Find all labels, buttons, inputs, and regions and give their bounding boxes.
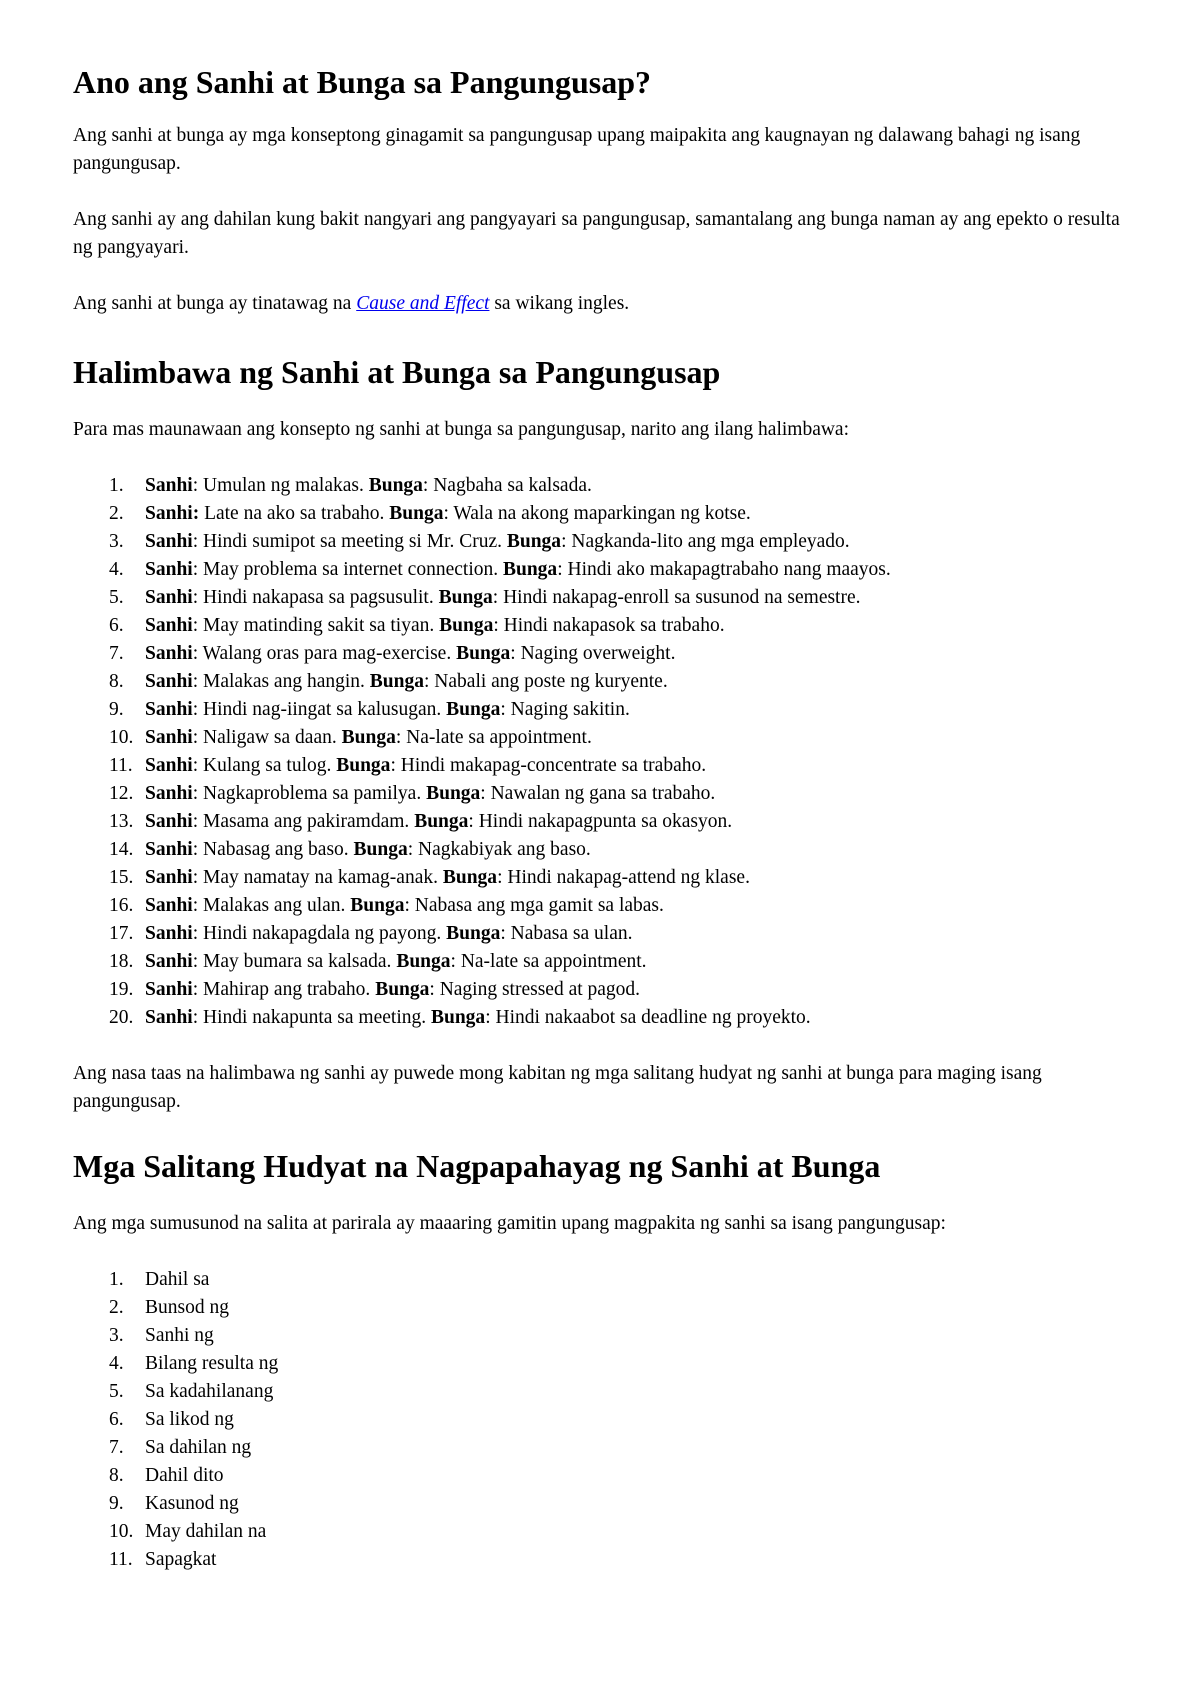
hudyat-word: May dahilan na — [145, 1521, 267, 1542]
example-list-item — [73, 836, 1133, 864]
example-list-item — [73, 920, 1133, 948]
examples-list — [73, 472, 1133, 1032]
sanhi-separator: : — [192, 811, 203, 832]
hudyat-list-item — [73, 1294, 1133, 1322]
list-number: 3. — [109, 531, 124, 552]
hudyat-list-item — [73, 1546, 1133, 1574]
bunga-separator: : — [429, 979, 440, 1000]
bunga-text: Wala na akong maparkingan ng kotse. — [453, 503, 751, 524]
hudyat-word: Sa dahilan ng — [145, 1437, 252, 1458]
list-number: 4. — [109, 559, 124, 580]
bunga-text: Hindi nakapag-enroll sa susunod na semestre. — [503, 587, 861, 608]
list-number: 11. — [109, 1549, 133, 1570]
sanhi-label: Sanhi — [145, 671, 193, 692]
bunga-text: Hindi nakaabot sa deadline ng proyekto. — [495, 1007, 811, 1028]
sanhi-separator: : — [192, 839, 203, 860]
sanhi-separator: : — [192, 559, 203, 580]
sanhi-text: Masama ang pakiramdam. — [203, 811, 415, 832]
example-list-item — [73, 696, 1133, 724]
bunga-label: Bunga — [414, 811, 469, 832]
example-list-item — [73, 724, 1133, 752]
bunga-separator: : — [510, 643, 521, 664]
bunga-separator: : — [407, 839, 419, 860]
section-heading-salitang-hudyat: Mga Salitang Hudyat na Nagpapahayag ng Sanhi at Bunga — [73, 1148, 881, 1184]
sanhi-label: Sanhi — [145, 643, 193, 664]
bunga-label: Bunga — [502, 559, 558, 580]
sanhi-label: Sanhi: — [145, 503, 200, 524]
bunga-text: Nabasa sa ulan. — [510, 923, 633, 944]
bunga-text: Nagkanda-lito ang mga empleyado. — [571, 531, 850, 552]
example-list-item — [73, 640, 1133, 668]
bunga-text: Naging sakitin. — [510, 699, 630, 720]
list-number: 14. — [109, 839, 134, 860]
sanhi-separator: : — [192, 951, 203, 972]
sanhi-label: Sanhi — [145, 1007, 193, 1028]
list-number: 2. — [109, 1297, 124, 1318]
sanhi-text: Nagkaproblema sa pamilya. — [203, 783, 427, 804]
bunga-label: Bunga — [369, 671, 424, 692]
cause-effect-suffix: sa wikang ingles. — [489, 293, 630, 314]
sanhi-separator: : — [192, 615, 203, 636]
example-list-item — [73, 864, 1133, 892]
paragraph-sanhi-bunga-meaning: Ang sanhi ay ang dahilan kung bakit nangyari ang pangyayari sa pangungusap, samantalang ang bunga naman ay ang epekto o resulta ng pangyayari. — [73, 209, 1120, 258]
sanhi-text: Hindi nakapasa sa pagsusulit. — [203, 587, 439, 608]
hudyat-list-item — [73, 1406, 1133, 1434]
sanhi-text: May matinding sakit sa tiyan. — [203, 615, 440, 636]
bunga-label: Bunga — [456, 643, 511, 664]
list-number: 5. — [109, 587, 124, 608]
bunga-separator: : — [395, 727, 407, 748]
sanhi-text: Walang oras para mag-exercise. — [202, 643, 457, 664]
hudyat-list-item — [73, 1518, 1133, 1546]
bunga-label: Bunga — [446, 699, 501, 720]
sanhi-text: Mahirap ang trabaho. — [203, 979, 376, 1000]
sanhi-text: Hindi nakapunta sa meeting. — [203, 1007, 431, 1028]
hudyat-word: Sa likod ng — [145, 1409, 234, 1430]
bunga-text: Nawalan ng gana sa trabaho. — [490, 783, 716, 804]
list-number: 5. — [109, 1381, 124, 1402]
section-heading-ano-ang-sanhi: Ano ang Sanhi at Bunga sa Pangungusap? — [73, 64, 652, 100]
example-list-item — [73, 472, 1133, 500]
bunga-separator: : — [561, 531, 572, 552]
list-number: 12. — [109, 783, 134, 804]
list-number: 16. — [109, 895, 134, 916]
list-number: 9. — [109, 1493, 124, 1514]
sanhi-separator: : — [192, 587, 203, 608]
sanhi-text: Malakas ang hangin. — [203, 671, 370, 692]
example-list-item — [73, 668, 1133, 696]
sanhi-separator: : — [192, 531, 203, 552]
sanhi-separator: : — [192, 923, 203, 944]
paragraph-hudyat-intro: Ang mga sumusunod na salita at parirala ay maaaring gamitin upang magpakita ng sanhi sa isang pangungusap: — [73, 1213, 946, 1234]
example-list-item — [73, 584, 1133, 612]
hudyat-list-item — [73, 1322, 1133, 1350]
bunga-separator: : — [404, 895, 415, 916]
sanhi-text: May problema sa internet connection. — [203, 559, 503, 580]
example-list-item — [73, 892, 1133, 920]
sanhi-text: Hindi nakapagdala ng payong. — [203, 923, 447, 944]
bunga-label: Bunga — [430, 1007, 486, 1028]
list-number: 7. — [109, 1437, 124, 1458]
list-number: 7. — [109, 643, 124, 664]
example-list-item — [73, 528, 1133, 556]
bunga-separator: : — [480, 783, 491, 804]
list-number: 1. — [109, 1269, 124, 1290]
example-list-item — [73, 976, 1133, 1004]
sanhi-text: Umulan ng malakas. — [203, 475, 369, 496]
sanhi-text: Kulang sa tulog. — [203, 755, 337, 776]
bunga-label: Bunga — [389, 503, 444, 524]
hudyat-list-item — [73, 1266, 1133, 1294]
list-number: 8. — [109, 671, 124, 692]
list-number: 6. — [109, 1409, 124, 1430]
sanhi-separator: : — [192, 475, 203, 496]
bunga-separator: : — [422, 475, 434, 496]
bunga-label: Bunga — [426, 783, 481, 804]
hudyat-list-item — [73, 1462, 1133, 1490]
bunga-text: Na-late sa appointment. — [460, 951, 647, 972]
bunga-label: Bunga — [341, 727, 396, 748]
sanhi-separator: : — [192, 895, 203, 916]
hudyat-words-list — [73, 1266, 1133, 1574]
list-number: 13. — [109, 811, 134, 832]
bunga-separator: : — [492, 587, 504, 608]
sanhi-label: Sanhi — [145, 839, 193, 860]
sanhi-label: Sanhi — [145, 755, 193, 776]
bunga-label: Bunga — [439, 615, 494, 636]
hudyat-word: Kasunod ng — [145, 1493, 239, 1514]
sanhi-label: Sanhi — [145, 923, 193, 944]
sanhi-separator: : — [192, 1007, 203, 1028]
cause-effect-prefix: Ang sanhi at bunga ay tinatawag na — [73, 293, 357, 314]
sanhi-label: Sanhi — [145, 979, 193, 1000]
hudyat-list-item — [73, 1490, 1133, 1518]
list-number: 2. — [109, 503, 124, 524]
sanhi-text: May namatay na kamag-anak. — [203, 867, 443, 888]
bunga-separator: : — [424, 671, 435, 692]
example-list-item — [73, 808, 1133, 836]
bunga-separator: : — [485, 1007, 496, 1028]
bunga-label: Bunga — [368, 475, 423, 496]
bunga-separator: : — [500, 699, 511, 720]
bunga-label: Bunga — [375, 979, 430, 1000]
bunga-text: Nabali ang poste ng kuryente. — [434, 671, 668, 692]
document-page — [73, 62, 1133, 1574]
section-heading-halimbawa: Halimbawa ng Sanhi at Bunga sa Pangungusap — [73, 354, 721, 390]
bunga-text: Hindi nakapagpunta sa okasyon. — [478, 811, 733, 832]
bunga-label: Bunga — [336, 755, 391, 776]
sanhi-label: Sanhi — [145, 811, 193, 832]
sanhi-separator: : — [192, 727, 203, 748]
sanhi-separator: : — [192, 671, 203, 692]
bunga-separator: : — [450, 951, 461, 972]
sanhi-text: Nabasag ang baso. — [203, 839, 354, 860]
sanhi-separator: : — [192, 755, 203, 776]
sanhi-separator: : — [192, 979, 203, 1000]
hudyat-word: Sapagkat — [145, 1549, 217, 1570]
sanhi-label: Sanhi — [145, 783, 193, 804]
example-list-item — [73, 948, 1133, 976]
bunga-text: Hindi nakapag-attend ng klase. — [507, 867, 750, 888]
bunga-label: Bunga — [353, 839, 408, 860]
hudyat-word: Bunsod ng — [145, 1297, 229, 1318]
bunga-separator: : — [468, 811, 479, 832]
list-number: 18. — [109, 951, 134, 972]
list-number: 3. — [109, 1325, 124, 1346]
list-number: 8. — [109, 1465, 124, 1486]
bunga-text: Naging stressed at pagod. — [439, 979, 641, 1000]
bunga-text: Nabasa ang mga gamit sa labas. — [414, 895, 664, 916]
bunga-label: Bunga — [442, 867, 498, 888]
bunga-separator: : — [557, 559, 568, 580]
list-number: 20. — [109, 1007, 134, 1028]
sanhi-label: Sanhi — [145, 587, 193, 608]
sanhi-separator: : — [192, 699, 203, 720]
hudyat-word: Sanhi ng — [145, 1325, 214, 1346]
bunga-separator: : — [500, 923, 511, 944]
bunga-text: Na-late sa appointment. — [406, 727, 592, 748]
example-list-item — [73, 752, 1133, 780]
sanhi-label: Sanhi — [145, 727, 193, 748]
hudyat-list-item — [73, 1378, 1133, 1406]
sanhi-label: Sanhi — [145, 559, 193, 580]
hudyat-list-item — [73, 1434, 1133, 1462]
bunga-text: Nagkabiyak ang baso. — [418, 839, 591, 860]
paragraph-examples-outro: Ang nasa taas na halimbawa ng sanhi ay puwede mong kabitan ng mga salitang hudyat ng sanhi at bunga para maging isang pangungusap. — [73, 1063, 1042, 1112]
sanhi-text: Hindi sumipot sa meeting si Mr. Cruz. — [203, 531, 507, 552]
hudyat-word: Sa kadahilanang — [145, 1381, 274, 1402]
bunga-separator: : — [497, 867, 508, 888]
example-list-item — [73, 780, 1133, 808]
hudyat-word: Bilang resulta ng — [145, 1353, 279, 1374]
paragraph-examples-intro: Para mas maunawaan ang konsepto ng sanhi at bunga sa pangungusap, narito ang ilang halimbawa: — [73, 419, 850, 440]
bunga-text: Nagbaha sa kalsada. — [433, 475, 592, 496]
list-number: 15. — [109, 867, 134, 888]
sanhi-separator: : — [192, 643, 203, 664]
bunga-label: Bunga — [506, 531, 562, 552]
sanhi-text: Malakas ang ulan. — [203, 895, 351, 916]
list-number: 6. — [109, 615, 124, 636]
sanhi-label: Sanhi — [145, 951, 193, 972]
sanhi-text: Late na ako sa trabaho. — [204, 503, 390, 524]
bunga-label: Bunga — [446, 923, 501, 944]
sanhi-text: May bumara sa kalsada. — [203, 951, 397, 972]
paragraph-definition: Ang sanhi at bunga ay mga konseptong ginagamit sa pangungusap upang maipakita ang kaugnayan ng dalawang bahagi ng isang pangungusap. — [73, 125, 1081, 174]
list-number: 1. — [109, 475, 124, 496]
example-list-item — [73, 1004, 1133, 1032]
bunga-label: Bunga — [350, 895, 405, 916]
list-number: 10. — [109, 1521, 134, 1542]
hudyat-word: Dahil sa — [145, 1269, 210, 1290]
list-number: 10. — [109, 727, 134, 748]
bunga-label: Bunga — [396, 951, 451, 972]
sanhi-label: Sanhi — [145, 699, 193, 720]
example-list-item — [73, 500, 1133, 528]
bunga-text: Hindi nakapasok sa trabaho. — [503, 615, 725, 636]
bunga-separator: : — [390, 755, 401, 776]
sanhi-separator: : — [192, 783, 203, 804]
sanhi-text: Naligaw sa daan. — [203, 727, 342, 748]
hudyat-word: Dahil dito — [145, 1465, 224, 1486]
hudyat-list-item — [73, 1350, 1133, 1378]
sanhi-text: Hindi nag-iingat sa kalusugan. — [203, 699, 447, 720]
sanhi-label: Sanhi — [145, 867, 193, 888]
list-number: 9. — [109, 699, 124, 720]
sanhi-label: Sanhi — [145, 531, 193, 552]
cause-and-effect-link[interactable]: Cause and Effect — [356, 293, 490, 314]
example-list-item — [73, 612, 1133, 640]
list-number: 19. — [109, 979, 134, 1000]
sanhi-label: Sanhi — [145, 475, 193, 496]
sanhi-label: Sanhi — [145, 615, 193, 636]
bunga-label: Bunga — [438, 587, 493, 608]
list-number: 17. — [109, 923, 134, 944]
sanhi-separator: : — [192, 867, 203, 888]
bunga-text: Hindi makapag-concentrate sa trabaho. — [400, 755, 707, 776]
bunga-text: Naging overweight. — [520, 643, 676, 664]
example-list-item — [73, 556, 1133, 584]
list-number: 11. — [109, 755, 133, 776]
paragraph-cause-effect — [73, 290, 1133, 318]
bunga-separator: : — [493, 615, 504, 636]
list-number: 4. — [109, 1353, 124, 1374]
sanhi-label: Sanhi — [145, 895, 193, 916]
bunga-text: Hindi ako makapagtrabaho nang maayos. — [567, 559, 891, 580]
bunga-separator: : — [443, 503, 454, 524]
